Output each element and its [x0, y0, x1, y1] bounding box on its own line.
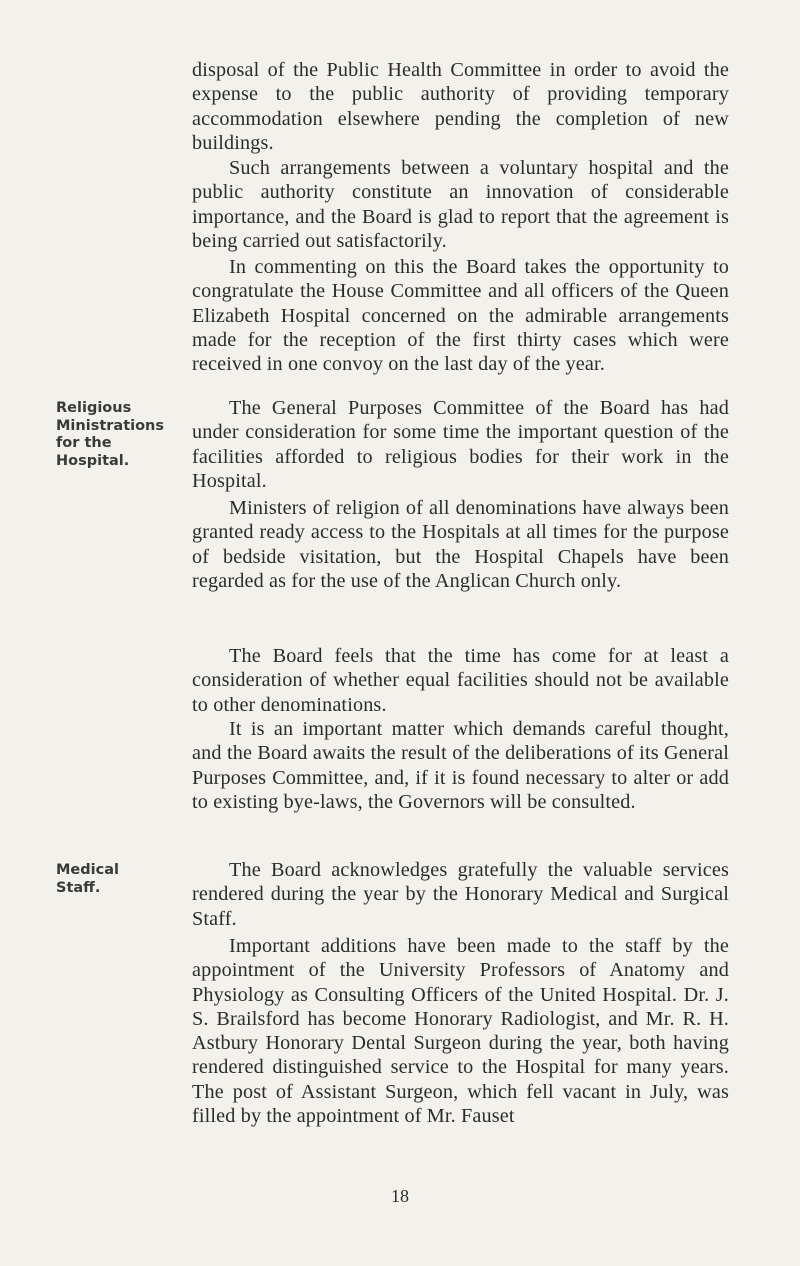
paragraph-2: Such arrangements between a voluntary hospital and the public authority constitute an innovation of considerable importance, and the Board is glad to report that the agreement is being carried out satisfactorily.	[192, 157, 729, 252]
paragraph-4: The General Purposes Committee of the Board has had under consideration for some time the important question of the facilities afforded to religious bodies for their work in the Hospital.	[192, 397, 729, 492]
paragraph-3: In commenting on this the Board takes the opportunity to congratulate the House Committee and all officers of the Queen Elizabeth Hospital concerned on the admirable arrangements made for the reception of the first thirty cases which were received in one convoy on the last day of the year.	[192, 256, 729, 376]
sidenote-medical-staff: Medical Staff.	[56, 862, 119, 896]
sidenote-religious-ministrations: Religious Ministrations for the Hospital.	[56, 400, 165, 469]
paragraph-7: It is an important matter which demands careful thought, and the Board awaits the result of the deliberations of its General Purposes Committee, and, if it is found necessary to alter or add to existing bye-laws, the Governors will be consulted.	[192, 718, 729, 813]
paragraph-9: Important additions have been made to the staff by the appointment of the University Professors of Anatomy and Physiology as Consulting Officers of the United Hospital. Dr. J. S. Brailsford has become Honorary Radiologist, and Mr. R. H. Astbury Honorary Dental Surgeon during the year, both having rendered distinguished service to the Hospital for many years. The post of Assistant Surgeon, which fell vacant in July, was filled by the appointment of Mr. Fauset	[192, 935, 729, 1128]
paragraph-1: disposal of the Public Health Committee in order to avoid the expense to the public authority of providing temporary accommodation elsewhere pending the completion of new buildings.	[192, 59, 729, 154]
paragraph-5: Ministers of religion of all denominations have always been granted ready access to the Hospitals at all times for the purpose of bedside visitation, but the Hospital Chapels have been regarded as for the use of the Anglican Church only.	[192, 497, 729, 592]
paragraph-8: The Board acknowledges gratefully the valuable services rendered during the year by the Honorary Medical and Surgical Staff.	[192, 859, 729, 930]
page-number: 18	[391, 1186, 409, 1206]
paragraph-6: The Board feels that the time has come for at least a consideration of whether equal facilities should not be available to other denominations.	[192, 645, 729, 716]
